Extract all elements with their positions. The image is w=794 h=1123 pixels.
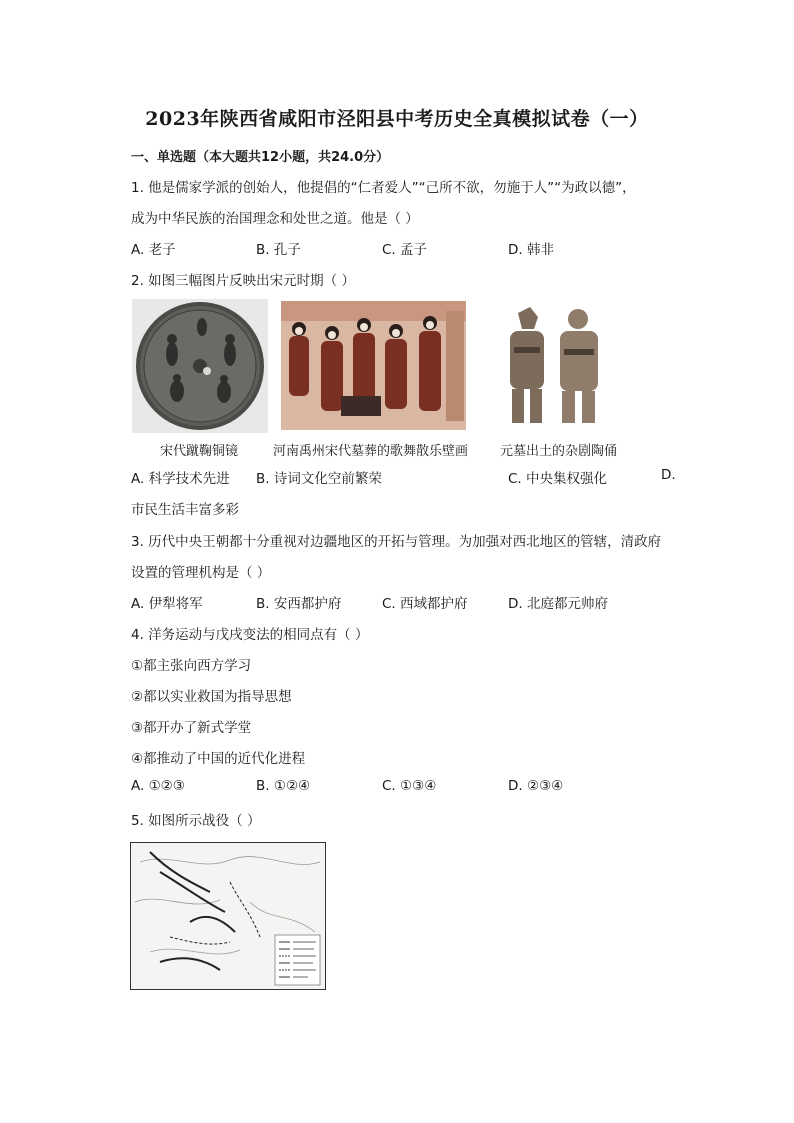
song-tomb-mural-image: [281, 301, 466, 430]
q2-stem: 2. 如图三幅图片反映出宋元时期（ ）: [131, 273, 355, 289]
q2-caption-3: 元墓出土的杂剧陶俑: [500, 444, 618, 459]
q1-option-b: B. 孔子: [256, 242, 301, 258]
q2-option-a: A. 科学技术先进: [131, 471, 230, 487]
exam-title: 2023年陕西省咸阳市泾阳县中考历史全真模拟试卷（一）: [145, 108, 649, 130]
battle-map-image: [130, 842, 326, 990]
q4-item-4: ④都推动了中国的近代化进程: [131, 751, 306, 767]
q2-caption-2: 河南禹州宋代墓葬的歌舞散乐壁画: [273, 444, 469, 459]
q1-stem-line1: 1. 他是儒家学派的创始人，他提倡的“仁者爱人”“己所不欲，勿施于人”“为政以德”，: [131, 180, 636, 196]
q3-option-a: A. 伊犁将军: [131, 596, 203, 612]
q4-stem: 4. 洋务运动与戊戌变法的相同点有（ ）: [131, 627, 369, 643]
q1-option-a: A. 老子: [131, 242, 176, 258]
q3-stem-line1: 3. 历代中央王朝都十分重视对边疆地区的开拓与管理。为加强对西北地区的管辖，清政府: [131, 534, 662, 550]
q1-option-d: D. 韩非: [508, 242, 554, 258]
q4-item-3: ③都开办了新式学堂: [131, 720, 252, 736]
song-cuju-bronze-mirror-image: [132, 299, 268, 433]
q1-option-c: C. 孟子: [382, 242, 428, 258]
q4-option-c: C. ①③④: [382, 778, 437, 794]
q4-option-a: A. ①②③: [131, 778, 185, 794]
q2-option-b: B. 诗词文化空前繁荣: [256, 471, 382, 487]
q4-option-d: D. ②③④: [508, 778, 564, 794]
q3-option-c: C. 西域都护府: [382, 596, 468, 612]
q2-option-d-label: D.: [661, 467, 676, 483]
q2-caption-1: 宋代蹴鞠铜镜: [160, 444, 239, 459]
q1-stem-line2: 成为中华民族的治国理念和处世之道。他是（ ）: [131, 211, 419, 227]
yuan-zaju-pottery-figurines-image: [488, 303, 616, 431]
q4-option-b: B. ①②④: [256, 778, 311, 794]
q2-option-d-text: 市民生活丰富多彩: [131, 502, 239, 518]
q4-item-2: ②都以实业救国为指导思想: [131, 689, 292, 705]
q2-option-c: C. 中央集权强化: [508, 471, 608, 487]
q3-option-b: B. 安西都护府: [256, 596, 342, 612]
q3-stem-line2: 设置的管理机构是（ ）: [131, 565, 271, 581]
q4-item-1: ①都主张向西方学习: [131, 658, 252, 674]
q5-stem: 5. 如图所示战役（ ）: [131, 813, 261, 829]
section-heading: 一、单选题（本大题共12小题，共24.0分）: [131, 150, 390, 165]
q3-option-d: D. 北庭都元帅府: [508, 596, 608, 612]
